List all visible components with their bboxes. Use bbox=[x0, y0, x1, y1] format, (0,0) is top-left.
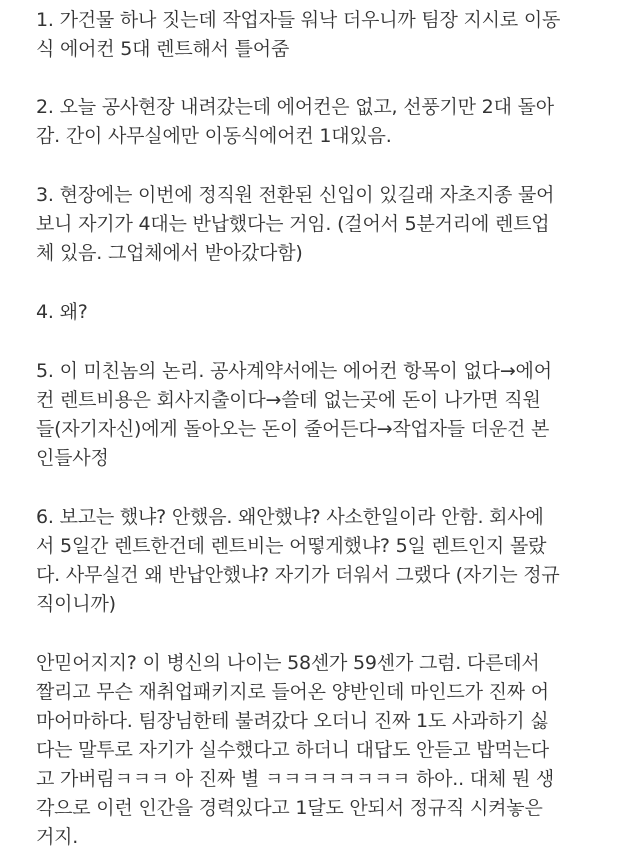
text-line: 거지. bbox=[36, 826, 79, 848]
text-line: 감. 간이 사무실에만 이동식에어컨 1대있음. bbox=[36, 125, 392, 147]
text-line: 식 에어컨 5대 렌트해서 틀어줌 bbox=[36, 38, 290, 60]
text-line: 3. 현장에는 이번에 정직원 전환된 신입이 있길래 자초지종 물어 bbox=[36, 184, 555, 206]
text-line: 체 있음. 그업체에서 받아갔다함) bbox=[36, 242, 303, 264]
paragraph-gap bbox=[36, 473, 627, 503]
text-line: 서 5일간 렌트한건데 렌트비는 어떻게했냐? 5일 렌트인지 몰랐 bbox=[36, 535, 547, 557]
text-line: 6. 보고는 했냐? 안했음. 왜안했냐? 사소한일이라 안함. 회사에 bbox=[36, 506, 544, 528]
paragraph-gap bbox=[36, 619, 627, 649]
paragraph-2 bbox=[36, 93, 627, 151]
text-line: 마어마하다. 팀장님한테 불려갔다 오더니 진짜 1도 사과하기 싫 bbox=[36, 710, 549, 732]
text-line: 들(자기자신)에게 돌아오는 돈이 줄어든다→작업자들 더운건 본 bbox=[36, 418, 550, 440]
paragraph-6 bbox=[36, 503, 627, 619]
paragraph-5 bbox=[36, 357, 627, 473]
paragraph-7 bbox=[36, 649, 627, 852]
text-line: 다는 말투로 자기가 실수했다고 하더니 대답도 안듣고 밥먹는다 bbox=[36, 739, 549, 761]
paragraph-3 bbox=[36, 181, 627, 268]
text-line: 각으로 이런 인간을 경력있다고 1달도 안되서 정규직 시켜놓은 bbox=[36, 797, 543, 819]
text-line: 짤리고 무슨 재취업패키지로 들어온 양반인데 마인드가 진짜 어 bbox=[36, 681, 549, 703]
paragraph-gap bbox=[36, 64, 627, 93]
text-line: 인들사정 bbox=[36, 447, 109, 469]
text-line: 2. 오늘 공사현장 내려갔는데 에어컨은 없고, 선풍기만 2대 돌아 bbox=[36, 96, 554, 118]
text-line: 직이니까) bbox=[36, 593, 116, 615]
text-line: 다. 사무실건 왜 반납안했냐? 자기가 더워서 그랬다 (자기는 정규 bbox=[36, 564, 560, 586]
paragraph-4 bbox=[36, 298, 627, 327]
text-line: 고 가버림ㅋㅋㅋ 아 진짜 별 ㅋㅋㅋㅋㅋㅋㅋㅋ 하아.. 대체 뭔 생 bbox=[36, 768, 555, 790]
text-line: 보니 자기가 4대는 반납했다는 거임. (걸어서 5분거리에 렌트업 bbox=[36, 213, 550, 235]
text-line: 1. 가건물 하나 짓는데 작업자들 워낙 더우니까 팀장 지시로 이동 bbox=[36, 9, 561, 31]
text-line: 안믿어지지? 이 병신의 나이는 58센가 59센가 그럼. 다른데서 bbox=[36, 652, 540, 674]
paragraph-gap bbox=[36, 327, 627, 357]
paragraph-gap bbox=[36, 268, 627, 298]
paragraph-1 bbox=[36, 6, 627, 64]
text-line: 컨 렌트비용은 회사지출이다→쓸데 없는곳에 돈이 나가면 직원 bbox=[36, 389, 541, 411]
paragraph-gap bbox=[36, 151, 627, 181]
text-line: 5. 이 미친놈의 논리. 공사계약서에는 에어컨 항목이 없다→에어 bbox=[36, 360, 552, 382]
text-line: 4. 왜? bbox=[36, 301, 88, 323]
